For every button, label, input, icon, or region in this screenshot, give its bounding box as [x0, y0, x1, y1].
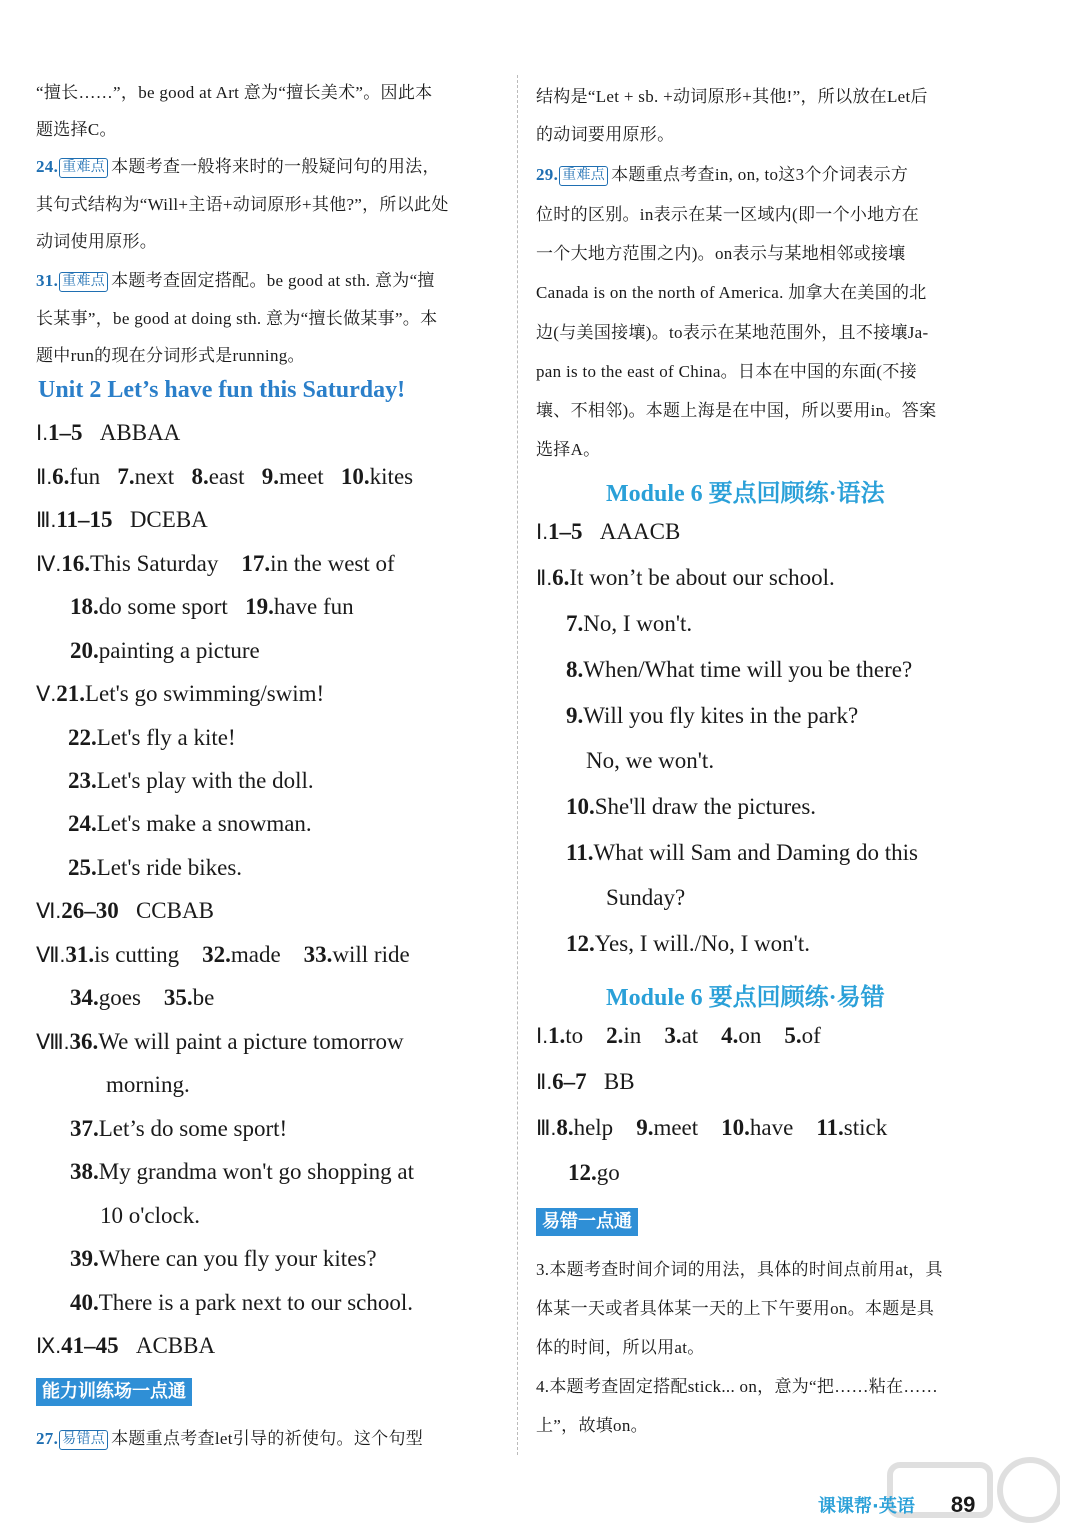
- answer-text: meet: [653, 1115, 699, 1140]
- item-number: 38.: [70, 1159, 99, 1184]
- item-number: 9.: [566, 703, 584, 728]
- error-point-tag: 易错点: [59, 1430, 108, 1450]
- answer-text: What will Sam and Daming do this: [593, 840, 918, 865]
- item-number: 25.: [68, 855, 97, 880]
- item-number: 20.: [70, 638, 99, 663]
- answer-text: BB: [603, 1069, 635, 1094]
- answer-40: [70, 1290, 413, 1316]
- note-line: 结构是“Let + sb. +动词原形+其他!”，所以放在Let后: [536, 87, 928, 106]
- grammar-row-2: [536, 565, 835, 591]
- item-range: 1–5: [548, 519, 583, 544]
- answer-text: go: [596, 1160, 620, 1185]
- answer-row-9: [36, 1333, 215, 1359]
- item-number: 4.: [721, 1023, 739, 1048]
- answer-row-7: [36, 942, 410, 968]
- item-number: 9.: [261, 464, 279, 489]
- roman-numeral: Ⅱ.: [536, 567, 553, 590]
- note-number: 27.: [36, 1429, 59, 1448]
- answer-24: [68, 811, 312, 837]
- item-number: 35.: [163, 985, 193, 1010]
- column-divider: [517, 75, 518, 1455]
- roman-numeral: Ⅳ.: [36, 553, 62, 576]
- roman-numeral: Ⅴ.: [36, 683, 57, 706]
- answer-text: My grandma won't go shopping at: [98, 1159, 415, 1184]
- item-number: 40.: [70, 1290, 99, 1315]
- module-title: Module 6 要点回顾练·易错: [606, 985, 885, 1011]
- answer-text: Let’s do some sport!: [98, 1116, 288, 1141]
- answer-continuation: morning.: [106, 1072, 190, 1097]
- answer-text: No, I won't.: [583, 611, 693, 636]
- page-footer: [818, 1492, 975, 1518]
- grammar-answer-9: [566, 703, 858, 729]
- note-line: 体某一天或者具体某一天的上下午要用on。本题是具: [536, 1299, 935, 1318]
- answer-row-4: [36, 551, 395, 577]
- grammar-answer-7: [566, 611, 692, 637]
- roman-numeral: Ⅵ.: [36, 900, 62, 923]
- roman-numeral: Ⅲ.: [536, 1117, 557, 1140]
- answer-text: is cutting: [94, 942, 180, 967]
- answer-text: Let's make a snowman.: [96, 811, 312, 836]
- item-range: 1–5: [48, 420, 83, 445]
- note-line: 的动词要用原形。: [536, 125, 675, 144]
- item-number: 6.: [52, 464, 70, 489]
- item-number: 3.: [664, 1023, 682, 1048]
- note-line: 选择A。: [536, 440, 601, 459]
- answer-38: [70, 1159, 414, 1185]
- roman-numeral: Ⅲ.: [36, 509, 57, 532]
- item-number: 10.: [340, 464, 370, 489]
- item-number: 10.: [721, 1115, 750, 1140]
- answer-continuation: No, we won't.: [586, 748, 715, 773]
- answer-text: Let's go swimming/swim!: [84, 681, 325, 706]
- section-banner: 易错一点通: [536, 1208, 638, 1236]
- answer-text: Let's fly a kite!: [96, 725, 236, 750]
- answer-25: [68, 855, 242, 881]
- note-number: 29.: [536, 165, 559, 184]
- item-number: 34.: [70, 985, 99, 1010]
- answer-text: meet: [278, 464, 324, 489]
- roman-numeral: Ⅷ.: [36, 1031, 70, 1054]
- answer-row-5: [36, 681, 324, 707]
- note-line: “擅长……”，be good at Art 意为“擅长美术”。因此本: [36, 83, 433, 102]
- answer-text: This Saturday: [89, 551, 219, 576]
- roman-numeral: Ⅱ.: [536, 1071, 553, 1094]
- grammar-answer-10: [566, 794, 816, 820]
- note-line: 位时的区别。in表示在某一区域内(即一个小地方在: [536, 205, 920, 224]
- answer-text: will ride: [332, 942, 410, 967]
- note-line: 体的时间，所以用at。: [536, 1338, 705, 1357]
- item-number: 33.: [303, 942, 333, 967]
- answer-row-2: [36, 464, 413, 490]
- answer-text: Yes, I will./No, I won't.: [594, 931, 810, 956]
- answer-text: CCBAB: [135, 898, 214, 923]
- item-number: 23.: [68, 768, 97, 793]
- roman-numeral: Ⅸ.: [36, 1335, 62, 1358]
- answer-22: [68, 725, 236, 751]
- note-line: 3.本题考查时间介词的用法，具体的时间点前用at，具: [536, 1260, 943, 1279]
- item-number: 1.: [548, 1023, 566, 1048]
- item-number: 12.: [566, 931, 595, 956]
- answer-text: There is a park next to our school.: [98, 1290, 413, 1315]
- error-answer-12: [568, 1160, 620, 1186]
- answer-row-7b: [70, 985, 214, 1011]
- item-number: 11.: [816, 1115, 844, 1140]
- error-row-3: [536, 1115, 887, 1141]
- answer-row-6: [36, 898, 214, 924]
- item-number: 7.: [566, 611, 584, 636]
- item-number: 9.: [636, 1115, 654, 1140]
- item-number: 36.: [69, 1029, 99, 1054]
- answer-row-4b: [70, 594, 354, 620]
- note-number: 31.: [36, 271, 59, 290]
- roman-numeral: Ⅰ.: [36, 422, 49, 445]
- item-number: 12.: [568, 1160, 597, 1185]
- answer-text: stick: [843, 1115, 888, 1140]
- item-number: 18.: [70, 594, 99, 619]
- answer-text: She'll draw the pictures.: [594, 794, 817, 819]
- item-range: 41–45: [61, 1333, 119, 1358]
- roman-numeral: Ⅰ.: [536, 1025, 549, 1048]
- note-text: 本题重点考查let引导的祈使句。这个句型: [111, 1429, 424, 1448]
- answer-text: Let's play with the doll.: [96, 768, 314, 793]
- answer-text: AAACB: [599, 519, 681, 544]
- answer-text: Let's ride bikes.: [96, 855, 243, 880]
- note-line: 壤、不相邻)。本题上海是在中国，所以要用in。答案: [536, 401, 937, 420]
- note-text: 本题考查一般将来时的一般疑问句的用法，: [111, 157, 440, 176]
- item-number: 24.: [68, 811, 97, 836]
- grammar-answer-12: [566, 931, 810, 957]
- answer-text: next: [134, 464, 175, 489]
- item-number: 5.: [784, 1023, 802, 1048]
- item-number: 11.: [566, 840, 594, 865]
- item-number: 8.: [566, 657, 584, 682]
- item-number: 10.: [566, 794, 595, 819]
- key-point-tag: 重难点: [59, 158, 108, 178]
- note-24: [36, 152, 440, 178]
- answer-text: have: [749, 1115, 794, 1140]
- answer-39: [70, 1246, 377, 1272]
- item-number: 8.: [191, 464, 209, 489]
- answer-text: of: [801, 1023, 821, 1048]
- answer-text: fun: [69, 464, 101, 489]
- roman-numeral: Ⅱ.: [36, 466, 53, 489]
- item-number: 7.: [117, 464, 135, 489]
- item-range: 26–30: [61, 898, 119, 923]
- note-line: 一个大地方范围之内)。on表示与某地相邻或接壤: [536, 244, 906, 263]
- grammar-answer-11: [566, 840, 918, 866]
- item-number: 21.: [56, 681, 85, 706]
- page-number: 89: [950, 1492, 976, 1517]
- answer-text: ABBAA: [99, 420, 181, 445]
- answer-text: goes: [98, 985, 141, 1010]
- roman-numeral: Ⅶ.: [36, 944, 66, 967]
- answer-row-4c: [70, 638, 260, 664]
- answer-text: DCEBA: [129, 507, 208, 532]
- answer-text: in: [623, 1023, 642, 1048]
- module-title: Module 6 要点回顾练·语法: [606, 481, 885, 507]
- answer-text: painting a picture: [98, 638, 260, 663]
- answer-text: in the west of: [270, 551, 395, 576]
- note-29: [536, 160, 908, 186]
- note-27: [36, 1424, 423, 1450]
- item-number: 39.: [70, 1246, 99, 1271]
- watermark-logo: [880, 1450, 1060, 1530]
- note-number: 24.: [36, 157, 59, 176]
- note-line: 4.本题考查固定搭配stick... on，意为“把……粘在……: [536, 1377, 939, 1396]
- answer-text: on: [738, 1023, 762, 1048]
- item-number: 22.: [68, 725, 97, 750]
- answer-row-8: [36, 1029, 404, 1055]
- note-line: 上”，故填on。: [536, 1416, 648, 1435]
- item-number: 32.: [202, 942, 231, 967]
- item-number: 37.: [70, 1116, 99, 1141]
- note-text: 本题考查固定搭配。be good at sth. 意为“擅: [111, 271, 435, 290]
- answer-continuation: 10 o'clock.: [100, 1203, 200, 1228]
- answer-text: We will paint a picture tomorrow: [98, 1029, 404, 1054]
- answer-text: at: [681, 1023, 699, 1048]
- answer-row-1: [36, 420, 180, 446]
- note-line: 动词使用原形。: [36, 232, 158, 251]
- answer-text: kites: [369, 464, 414, 489]
- note-text: 本题重点考查in, on, to这3个介词表示方: [611, 165, 909, 184]
- note-line: 边(与美国接壤)。to表示在某地范围外，且不接壤Ja-: [536, 323, 929, 342]
- answer-text: help: [573, 1115, 614, 1140]
- answer-text: made: [230, 942, 281, 967]
- answer-text: When/What time will you be there?: [583, 657, 913, 682]
- item-number: 19.: [245, 594, 274, 619]
- grammar-row-1: [536, 519, 680, 545]
- answer-text: east: [208, 464, 245, 489]
- answer-23: [68, 768, 314, 794]
- answer-text: Will you fly kites in the park?: [583, 703, 859, 728]
- key-point-tag: 重难点: [559, 166, 608, 186]
- item-number: 6.: [552, 565, 570, 590]
- item-number: 2.: [606, 1023, 624, 1048]
- answer-37: [70, 1116, 287, 1142]
- answer-text: to: [565, 1023, 584, 1048]
- note-line: 其句式结构为“Will+主语+动词原形+其他?”，所以此处: [36, 195, 449, 214]
- item-range: 11–15: [56, 507, 113, 532]
- note-31: [36, 266, 435, 292]
- note-line: 长某事”，be good at doing sth. 意为“擅长做某事”。本: [36, 309, 438, 328]
- note-line: 题选择C。: [36, 120, 117, 139]
- item-number: 16.: [61, 551, 90, 576]
- roman-numeral: Ⅰ.: [536, 521, 549, 544]
- section-banner: 能力训练场一点通: [36, 1378, 192, 1406]
- item-range: 6–7: [552, 1069, 587, 1094]
- footer-brand: 课课帮·英语: [818, 1496, 915, 1517]
- answer-text: do some sport: [98, 594, 228, 619]
- error-row-2: [536, 1069, 635, 1095]
- answer-text: ACBBA: [135, 1333, 216, 1358]
- answer-text: have fun: [273, 594, 354, 619]
- grammar-answer-8: [566, 657, 912, 683]
- error-row-1: [536, 1023, 821, 1049]
- note-line: pan is to the east of China。日本在中国的东面(不接: [536, 362, 917, 381]
- answer-continuation: Sunday?: [606, 885, 686, 910]
- item-number: 17.: [241, 551, 271, 576]
- key-point-tag: 重难点: [59, 272, 108, 292]
- item-number: 31.: [65, 942, 95, 967]
- answer-row-3: [36, 507, 208, 533]
- note-line: 题中run的现在分词形式是running。: [36, 346, 305, 365]
- item-number: 8.: [556, 1115, 574, 1140]
- note-line: Canada is on the north of America. 加拿大在美国的北: [536, 283, 927, 302]
- answer-text: Where can you fly your kites?: [98, 1246, 377, 1271]
- answer-text: be: [192, 985, 215, 1010]
- answer-text: It won’t be about our school.: [569, 565, 835, 590]
- unit-title: Unit 2 Let’s have fun this Saturday!: [38, 377, 406, 403]
